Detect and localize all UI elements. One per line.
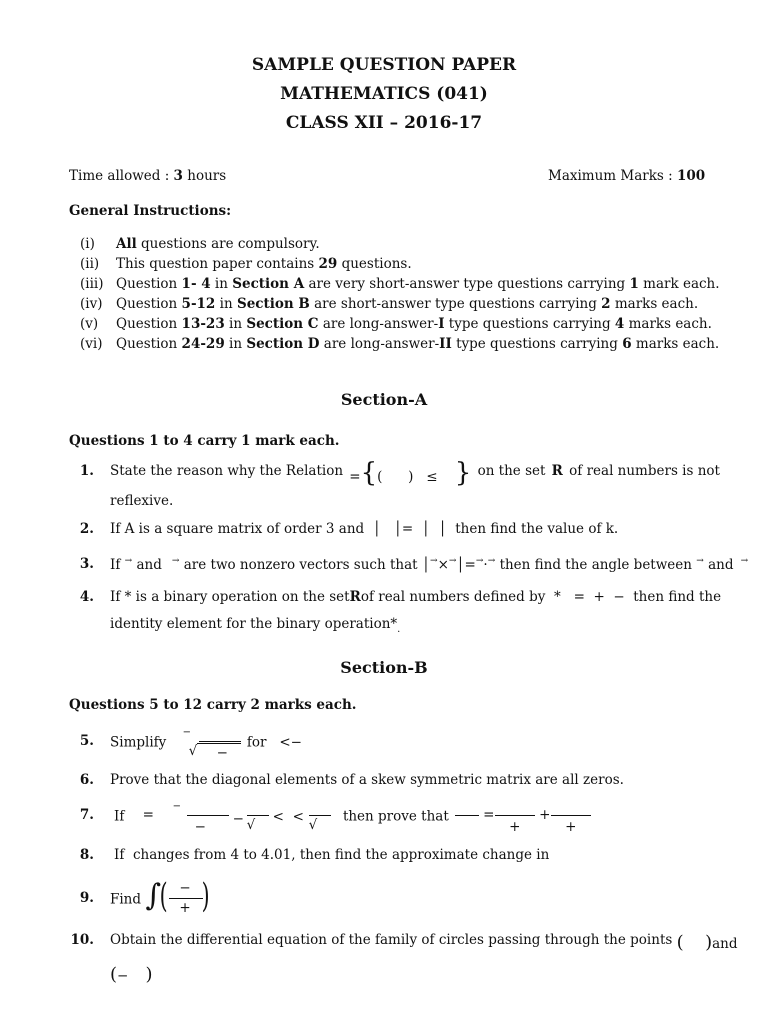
question-3 <box>110 556 748 573</box>
question-text: of real numbers is not <box>569 463 720 479</box>
question-number: 9. <box>79 890 94 906</box>
question-number: 3. <box>79 556 94 572</box>
time-allowed <box>69 168 226 184</box>
point-expression: ( )and <box>676 932 738 953</box>
instruction-text: in <box>224 336 247 352</box>
instruction-bold: 1- 4 <box>181 276 211 292</box>
marks-value: 100 <box>676 168 706 184</box>
question-number: 6. <box>79 772 94 788</box>
set-symbol: R <box>349 589 361 605</box>
question-text: If <box>114 808 125 825</box>
instruction-bold: Section C <box>246 316 319 332</box>
question-text: are two nonzero vectors such that <box>183 557 418 573</box>
question-text: If A is a square matrix of order 3 and <box>110 521 365 537</box>
question-5 <box>110 727 302 761</box>
question-text: on the set <box>477 463 546 479</box>
instruction-text: Question <box>116 296 182 312</box>
time-unit: hours <box>182 168 227 184</box>
vector-arrow: → <box>696 556 704 566</box>
marks-label: Maximum Marks : <box>548 168 677 184</box>
question-9 <box>110 876 215 916</box>
instruction-text: Question <box>116 316 182 332</box>
instruction-text: in <box>224 316 247 332</box>
question-text: Simplify <box>110 734 167 751</box>
instruction-text: This question paper contains <box>116 256 319 272</box>
instruction-bold: Section B <box>236 296 310 312</box>
question-2 <box>110 521 618 537</box>
instruction-bold: 5-12 <box>181 296 216 312</box>
q7-expression: = − − − √ < < √ <box>129 807 339 827</box>
question-text: and <box>712 936 738 952</box>
class-title: CLASS XII – 2016-17 <box>285 113 483 133</box>
question-text: If <box>114 847 125 863</box>
instruction-bold: 2 <box>601 296 611 312</box>
question-number: 5. <box>79 733 94 749</box>
set-symbol: R <box>551 463 563 479</box>
instruction-number: (ii) <box>80 256 100 272</box>
question-number: 2. <box>79 521 94 537</box>
question-text: then find the value of k. <box>455 521 619 537</box>
vector-arrow: → <box>124 556 133 566</box>
determinant-expression: │ │= │ │ <box>368 521 451 537</box>
question-4 <box>110 589 720 605</box>
question-6: Prove that the diagonal elements of a skew symmetric matrix are all zeros. <box>110 772 624 788</box>
time-label: Time allowed : <box>69 168 174 184</box>
question-text: then find the angle between <box>499 557 692 573</box>
instruction-text: mark each. <box>638 276 720 292</box>
instruction-bold: II <box>439 336 452 352</box>
question-number: 8. <box>79 847 94 863</box>
q9-integral: ∫ ( − + ) <box>145 876 210 916</box>
instruction-number: (iii) <box>80 276 104 292</box>
instruction-bold: I <box>438 316 445 332</box>
question-number: 7. <box>79 807 94 823</box>
section-a-title: Section-A <box>340 390 428 409</box>
instruction-text: questions. <box>337 256 412 272</box>
section-a-subtitle: Questions 1 to 4 carry 1 mark each. <box>69 433 340 449</box>
subject-title: MATHEMATICS (041) <box>280 84 488 104</box>
instruction-bold: 1 <box>629 276 639 292</box>
question-text: then find the <box>633 589 722 605</box>
instruction-text: marks each. <box>631 336 720 352</box>
paper-title: SAMPLE QUESTION PAPER <box>251 55 517 75</box>
cross-dot-expression: │→×→│=→·→ <box>421 556 496 573</box>
instruction-bold: 6 <box>622 336 632 352</box>
question-number: 1. <box>79 463 94 479</box>
instruction-text: in <box>210 276 233 292</box>
question-7 <box>114 801 593 835</box>
question-4-line2 <box>110 616 400 635</box>
binary-op-expression: * = + − <box>545 589 634 605</box>
question-text: then prove that <box>342 808 449 825</box>
instruction-bold: 13-23 <box>181 316 225 332</box>
instruction-number: (iv) <box>80 296 103 312</box>
vector-arrow: → <box>166 556 180 566</box>
section-b-subtitle: Questions 5 to 12 carry 2 marks each. <box>69 697 357 713</box>
question-number: 10. <box>70 932 94 948</box>
question-number: 4. <box>79 589 94 605</box>
question-text: If <box>110 557 121 573</box>
instruction-bold: 24-29 <box>181 336 225 352</box>
point-expression-2: (− ) <box>110 964 153 985</box>
relation-expression: ={( ) ≤ } <box>349 458 472 488</box>
vector-arrow: → <box>737 556 749 566</box>
maximum-marks <box>548 168 705 184</box>
question-text: and <box>136 557 162 573</box>
question-text: identity element for the binary operation <box>110 616 391 632</box>
question-10 <box>110 932 738 953</box>
instruction-number: (v) <box>80 316 99 332</box>
instruction-bold: Section A <box>232 276 305 292</box>
question-text: Find <box>110 891 142 908</box>
question-text: of real numbers defined by <box>360 589 546 605</box>
question-1-line2: reflexive. <box>110 493 174 509</box>
section-b-title: Section-B <box>340 658 428 677</box>
instruction-text: are short-answer type questions carrying <box>309 296 602 312</box>
q5-condition: <− <box>270 734 302 751</box>
question-8 <box>114 847 549 863</box>
question-text: changes from 4 to 4.01, then find the approximate change in <box>132 847 550 863</box>
question-text: Obtain the differential equation of the family of circles passing through the points <box>110 932 673 948</box>
instruction-bold: 4 <box>614 316 625 332</box>
q7-result: = + + + <box>453 807 593 827</box>
instruction-text: Question <box>116 336 182 352</box>
instruction-text: are long-answer- <box>319 336 440 352</box>
instruction-bold: All <box>116 236 137 252</box>
time-value: 3 <box>173 168 183 184</box>
instruction-text: marks each. <box>624 316 712 332</box>
instruction-text: Question <box>116 276 182 292</box>
question-text: for <box>246 734 267 751</box>
instructions-heading: General Instructions: <box>69 203 232 219</box>
instruction-text: are very short-answer type questions carrying <box>304 276 630 292</box>
instruction-text: are long-answer- <box>318 316 439 332</box>
instruction-text: in <box>215 296 237 312</box>
instruction-text: type questions carrying <box>444 316 615 332</box>
instruction-text: questions are compulsory. <box>136 236 320 252</box>
instruction-text: type questions carrying <box>451 336 623 352</box>
instruction-text: marks each. <box>610 296 699 312</box>
instruction-number: (i) <box>80 236 95 252</box>
question-text: and <box>708 557 734 573</box>
star-symbol: $*_.$ <box>390 616 401 635</box>
q5-expression: − √ − <box>171 733 243 753</box>
question-text: State the reason why the Relation <box>110 463 344 479</box>
question-text: If * is a binary operation on the set <box>110 589 350 605</box>
instruction-bold: Section D <box>246 336 320 352</box>
question-1 <box>110 458 720 488</box>
instruction-bold: 29 <box>318 256 338 272</box>
instruction-number: (vi) <box>80 336 103 352</box>
